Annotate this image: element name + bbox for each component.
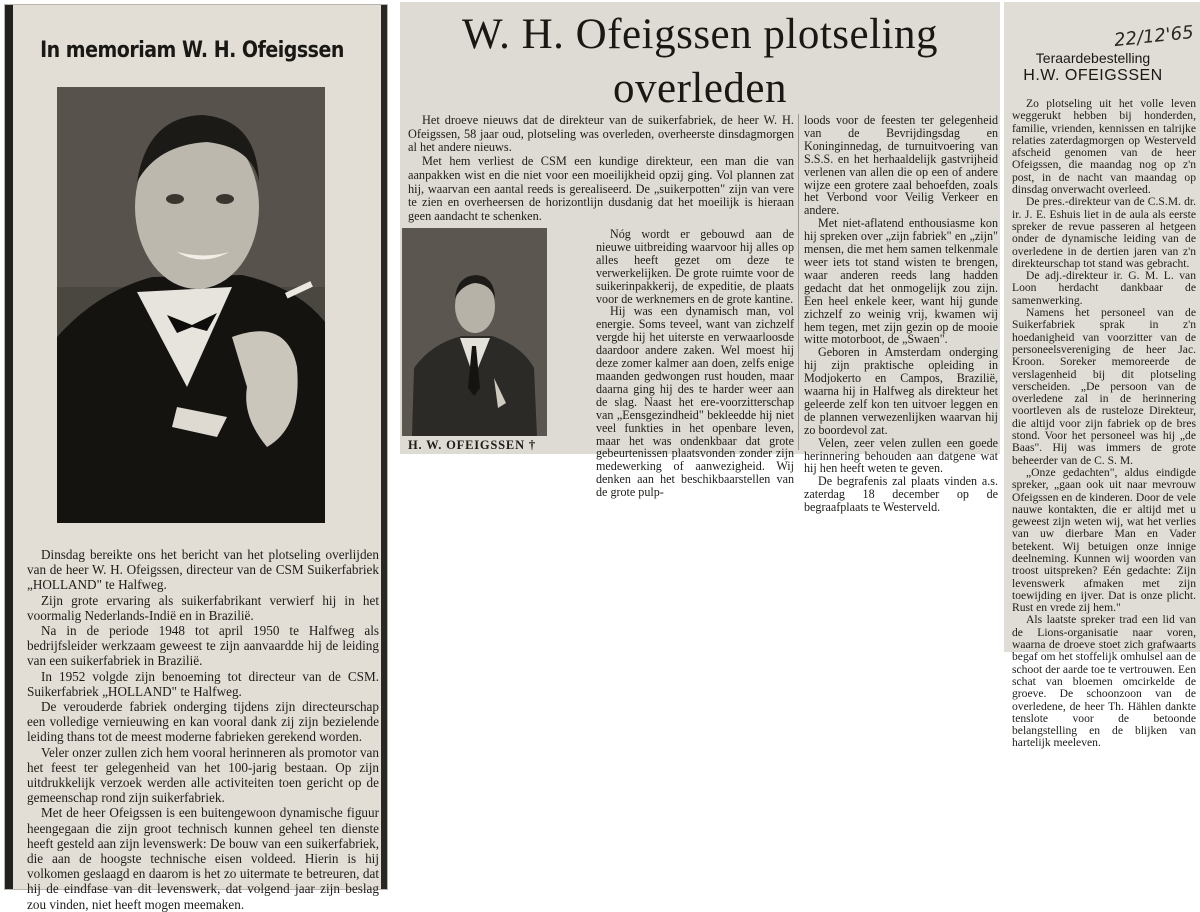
memoriam-paragraph: In 1952 volgde zijn benoeming tot directeur van de CSM. Suikerfabriek „HOLLAND" te Halfweg. (27, 668, 379, 699)
article-lead (408, 114, 794, 224)
article-column-c (804, 114, 998, 514)
funeral-paragraph: De pres.-direkteur van de C.S.M. dr. ir. J. E. Eshuis liet in de aula als eerste spreker de revue passeren al hetgeen onder de dynamische leiding van de overledene in de dertien jaren van z'n direkteurschap tot stand was gebracht. (1012, 195, 1196, 270)
funeral-paragraph: „Onze gedachten", aldus eindigde spreker, „gaan ook uit naar mevrouw Ofeigssen en de kinderen. Door de vele nauwe kontakten, die er altijd met u geweest zijn weten wij, wat het verlies van uw dierbare Man en Vader betekent. Wij betuigen onze innige deelneming. Kunnen wij woorden van troost uitspreken? Eén gedachte: Zijn levenswerk afmaken met zijn toewijding en ijver. Dat is onze plicht. Rust en vrede zij hem." (1012, 465, 1196, 615)
funeral-paragraph: Als laatste spreker trad een lid van de Lions-organisatie naar voren, waarna de droeve stoet zich grafwaarts begaf om het stoffelijk omhulsel aan de schoot der aarde toe te vertrouwen. Een schat van bloemen omcirkelde de groeve. De schoonzoon van de overledene, de heer Th. Hählen dankte tenslote voor de betoonde belangstelling en de blijken van hartelijk meeleven. (1012, 613, 1196, 750)
lead-paragraph: Met hem verliest de CSM een kundige direkteur, een man die van aanpakken wist en die niet voor een moeilijkheid opzij ging. Vol plannen zat hij, waarvan een aantal reeds is gerealiseerd. De „suikerpotten" zijn van vere te zien en overheersen de horizontlijn dusdanig dat het moeilijk is hieraan geen aandacht te schenken. (408, 154, 794, 223)
memoriam-paragraph: Met de heer Ofeigssen is een buitengewoon dynamische figuur heengegaan die zijn groot technisch kunnen geheel ten dienste heeft gesteld aan zijn levenswerk: De bouw van een suikerfabriek, die aan de hoogste technische eisen voldeed. Hierin is hij volkomen geslaagd en daarom is het zo uitermate te betreuren, dat hij de eindfase van dit levenswerk, dat volgend jaar zijn beslag zou vinden, niet heeft mogen meemaken. (27, 805, 379, 912)
memoriam-title: In memoriam W. H. Ofeigssen (40, 37, 344, 63)
article-paragraph: Met niet-aflatend enthousiasme kon hij spreken over „zijn fabriek" en „zijn" mensen, die met hem samen telkenmale weer iets tot stand wisten te brengen, waar anderen reeds lang hadden gedacht dat het onmogelijk zou zijn. Een heel enkele keer, want hij gunde zichzelf zo weinig vrij, kwamen wij hem tegen, met zijn gezin op de mooie witte motorboot, de „Swaen". (804, 216, 998, 347)
article-headline (400, 8, 1000, 116)
funeral-body (1012, 98, 1196, 750)
funeral-heading (1004, 50, 1182, 84)
portrait-photo (57, 87, 325, 523)
handwritten-date: 22/12'65 (1113, 21, 1195, 52)
article-paragraph: Geboren in Amsterdam onderging hij zijn praktische opleiding in Modjokerto en Campos, Brazilië, waarna hij in Halfweg als direkteur het geleerde zelf kon ten uitvoer leggen en de plannen verwezenlijken waarvan hij zo boordevol zat. (804, 345, 998, 437)
article-paragraph: loods voor de feesten ter gelegenheid van de Bevrijdingsdag en Koninginnedag, de turnuitvoering van S.S.S. en het herhaaldelijk gastvrijheid verlenen van allen die op een of andere wijze een grotere zaal behoefden, zoals het Verbond voor Veilig Verkeer en andere. (804, 113, 998, 218)
portrait-figure (57, 87, 325, 523)
scan-edge-shadow-right (381, 5, 387, 889)
headline-line-1: W. H. Ofeigssen plotseling (461, 11, 938, 58)
article-column-b (596, 228, 794, 499)
column-rule (798, 114, 799, 450)
funeral-paragraph: Namens het personeel van de Suikerfabriek sprak in z'n hoedanigheid van voorzitter van de personeelsvereniging de heer Jac. Kroon. Soreker memoreerde de verslagenheid bij dit plotseling verscheiden. „De persoon van de overledene zal in de herinnering voortleven als de rusteloze Direkteur, die altijd voor zijn fabriek op de bres stond. Voor het personeel was hij „de Baas". Hij was immers de grote beheerder van de C. S. M. (1012, 306, 1196, 467)
funeral-heading-line-2: H.W. OFEIGSSEN (1023, 67, 1163, 84)
memoriam-paragraph: Dinsdag bereikte ons het bericht van het plotseling overlijden van de heer W. H. Ofeigssen, directeur van de CSM Suikerfabriek „HOLLAND" te Halfweg. (27, 547, 379, 593)
scan-edge-shadow (5, 5, 13, 889)
article-paragraph: De begrafenis zal plaats vinden a.s. zaterdag 18 december op de begraafplaats te Westerveld. (804, 474, 998, 515)
headline-line-2: overleden (612, 65, 788, 112)
memoriam-paragraph: De verouderde fabriek onderging tijdens zijn directeurschap een volledige vernieuwing en kan vooral dank zij zijn bezielende leiding thans tot de meest moderne fabrieken gerekend worden. (27, 699, 379, 745)
memoriam-clipping (4, 4, 388, 912)
memoriam-paragraph: Zijn grote ervaring als suikerfabrikant verwierf hij in het voormalig Nederlands-Indië en in Brazilië. (27, 592, 379, 623)
memoriam-paragraph: Na in de periode 1948 tot april 1950 te Halfweg als bedrijfsleider werkzaam geweest te zijn aanvaardde hij de leiding van een suikerfabriek in Brazilië. (27, 623, 379, 669)
article-photo (402, 228, 547, 436)
article-portrait-figure (402, 228, 547, 436)
memoriam-paragraph: Veler onzer zullen zich hem vooral herinneren als promotor van het feest ter gelegenheid van het 100-jarig bestaan. Op zijn uitdrukkelijk verzoek werden alle activiteiten toen gericht op de gemeenschap rond zijn suikerfabriek. (27, 744, 379, 806)
lead-paragraph: Het droeve nieuws dat de direkteur van de suikerfabriek, de heer W. H. Ofeigssen, 58 jaar oud, plotseling was overleden, overheerste dinsdagmorgen al het andere nieuws. (408, 113, 794, 155)
photo-caption: H. W. OFEIGSSEN † (408, 438, 536, 452)
funeral-report-clipping (1004, 2, 1200, 750)
article-paragraph: Nóg wordt er gebouwd aan de nieuwe uitbreiding waarvoor hij alles op alles heeft gezet om deze te verwerkelijken. De grote ruimte voor de suikerinpakkerij, de expeditie, de plaats voor de werknemers en de grote kantine. (596, 227, 794, 306)
memoriam-body (27, 547, 379, 912)
funeral-paragraph: De adj.-direkteur ir. G. M. L. van Loon herdacht dankbaar de samenwerking. (1012, 269, 1196, 307)
article-paragraph: Velen, zeer velen zullen een goede herinnering behouden aan datgene wat hij hen heeft weten te geven. (804, 435, 998, 476)
obituary-article-clipping (400, 2, 1000, 515)
funeral-paragraph: Zo plotseling uit het volle leven weggerukt hebben bij honderden, familie, vrienden, kennissen en talrijke relaties zaterdagmorgen op Westerveld afscheid genomen van de heer Ofeigssen, die maandag nog op z'n post, in de nacht van maandag op dinsdag onverwacht overleed. (1012, 97, 1196, 197)
funeral-heading-line-1: Teraardebestelling (1035, 50, 1151, 66)
article-paragraph: Hij was een dynamisch man, vol energie. Soms teveel, want van zichzelf vergde hij het uiterste en verwaarloosde daardoor andere zaken. Wel moest hij deze zomer kalmer aan doen, zelfs enige maanden gedwongen rust houden, maar daarna ging hij des te harder weer aan de slag. Naast het ere-voorzitterschap van „Eensgezindheid" bekleedde hij niet veel funkties in het openbare leven, maar het was ondenkbaar dat grote gebeurtenissen plaatsvonden zonder zijn medewerking of aanwezigheid. Wij denken aan het beschikbaarstellen van de grote pulp- (596, 304, 794, 500)
